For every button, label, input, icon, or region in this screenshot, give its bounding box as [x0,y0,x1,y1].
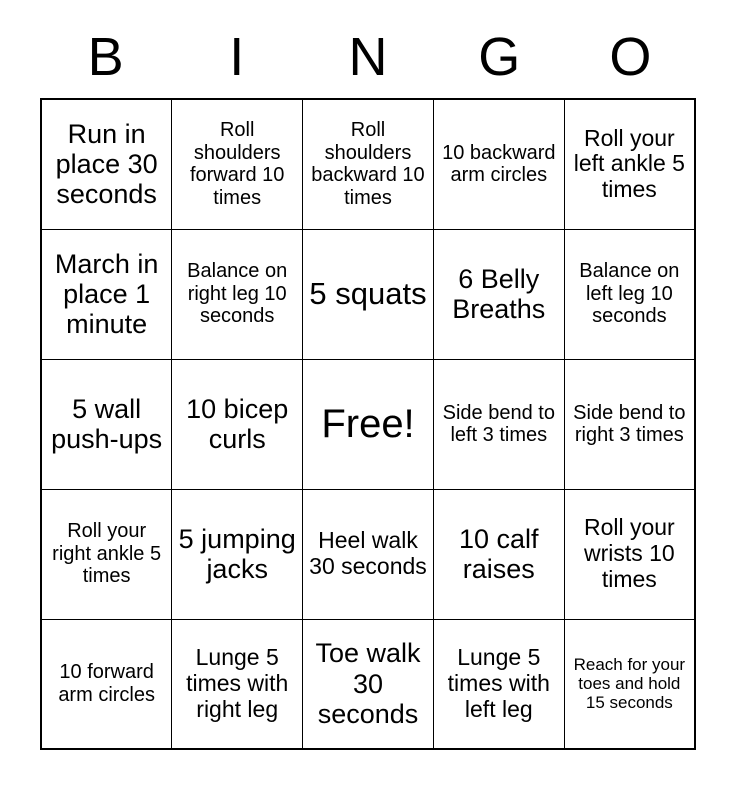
bingo-cell-label: Run in place 30 seconds [55,118,158,210]
bingo-cell-label: Reach for your toes and hold 15 seconds [573,655,686,713]
bingo-cell-label: Roll shoulders backward 10 times [311,119,425,209]
bingo-cell[interactable] [303,229,434,359]
bingo-cell-label: Lunge 5 times with left leg [447,644,550,722]
bingo-cell[interactable] [41,359,172,489]
bingo-row [41,359,695,489]
bingo-cell[interactable] [433,489,564,619]
bingo-cell[interactable] [303,489,434,619]
bingo-cell[interactable] [564,229,695,359]
bingo-cell[interactable] [41,229,172,359]
bingo-cell[interactable] [433,619,564,749]
bingo-cell-label: Side bend to left 3 times [442,401,555,446]
bingo-cell[interactable] [172,359,303,489]
bingo-cell[interactable] [564,489,695,619]
bingo-cell[interactable] [172,489,303,619]
bingo-cell-label: Balance on left leg 10 seconds [579,260,680,328]
bingo-cell-label: Roll your wrists 10 times [583,514,675,592]
bingo-cell[interactable] [303,619,434,749]
bingo-header [40,0,696,88]
bingo-cell[interactable] [303,99,434,229]
bingo-cell[interactable] [433,229,564,359]
bingo-row [41,619,695,749]
bingo-cell-free[interactable] [303,359,434,489]
bingo-cell[interactable] [433,99,564,229]
header-letter-o: O [609,27,652,87]
bingo-cell[interactable] [41,489,172,619]
bingo-cell-label: 5 squats [309,275,427,311]
header-letter-b: B [87,27,124,87]
bingo-cell-label: 6 Belly Breaths [452,263,546,324]
bingo-grid [40,98,696,750]
bingo-cell[interactable] [41,619,172,749]
bingo-cell[interactable] [564,359,695,489]
bingo-row [41,229,695,359]
bingo-cell-label: 10 calf raises [459,523,539,584]
bingo-cell[interactable] [564,99,695,229]
bingo-cell-label: 10 forward arm circles [58,661,155,706]
bingo-row [41,99,695,229]
bingo-cell[interactable] [433,359,564,489]
bingo-cell-label: 10 backward arm circles [442,141,556,187]
bingo-cell-label: March in place 1 minute [54,248,159,340]
header-letter-g: G [478,27,521,87]
bingo-cell-label: Roll shoulders forward 10 times [189,119,285,209]
bingo-free-label: Free! [321,401,415,446]
bingo-cell-label: Roll your left ankle 5 times [573,124,685,203]
bingo-cell[interactable] [564,619,695,749]
bingo-cell[interactable] [41,99,172,229]
header-letter-n: N [348,27,388,87]
bingo-cell[interactable] [172,229,303,359]
bingo-cell[interactable] [172,619,303,749]
bingo-cell-label: Heel walk 30 seconds [309,527,427,579]
bingo-cell-label: Lunge 5 times with right leg [186,644,289,722]
bingo-cell-label: Balance on right leg 10 seconds [187,260,288,328]
bingo-cell-label: 10 bicep curls [186,393,289,454]
bingo-cell-label: Roll your right ankle 5 times [52,520,162,588]
bingo-cell-label: 5 wall push-ups [51,393,163,454]
bingo-cell[interactable] [172,99,303,229]
bingo-cell-label: Side bend to right 3 times [573,401,686,446]
bingo-cell-label: Toe walk 30 seconds [315,638,421,729]
bingo-row [41,489,695,619]
header-letter-i: I [229,27,245,87]
bingo-cell-label: 5 jumping jacks [178,523,296,584]
